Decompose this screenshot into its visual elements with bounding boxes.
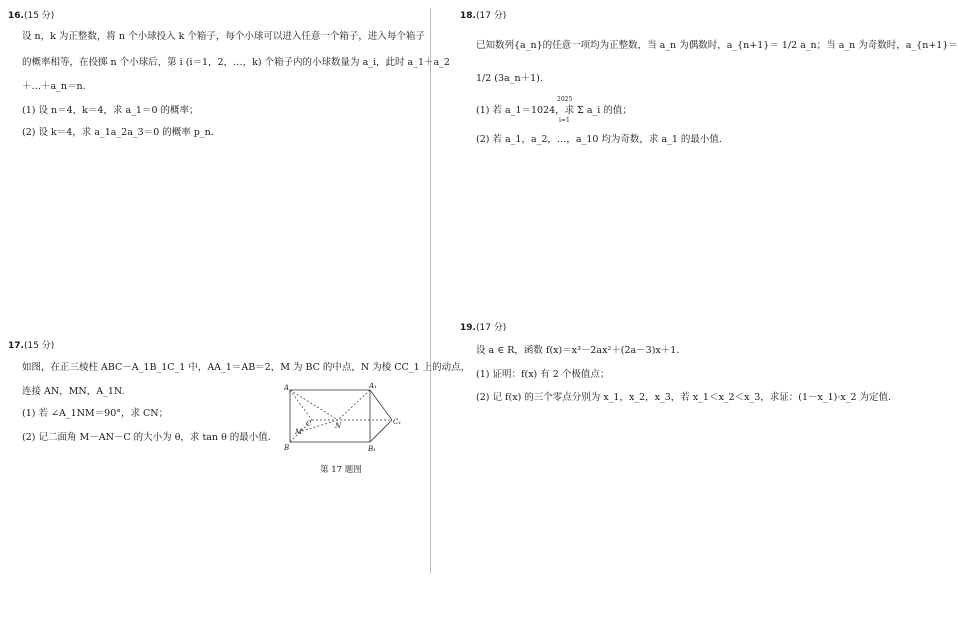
label-C1: C₁	[393, 418, 402, 426]
q19-score: (17 分)	[475, 323, 507, 333]
edge-A1-C1	[370, 390, 392, 420]
sum-lower-limit: i=1	[559, 117, 570, 124]
q17-header	[8, 340, 54, 352]
q18-line2: 1/2 (3a_n＋1).	[476, 73, 543, 84]
q17-part1: (1) 若 ∠A_1NM＝90°，求 CN；	[22, 408, 169, 419]
q18-number: 18.	[460, 11, 476, 21]
q19-line1: 设 a ∈ R，函数 f(x)＝x³－2ax²＋(2a－3)x＋1.	[476, 345, 680, 356]
label-M: M	[295, 428, 303, 436]
column-divider	[430, 8, 431, 573]
q18-score: (17 分)	[475, 11, 507, 21]
q18-part1: (1) 若 a_1＝1024，求 Σ a_i 的值；	[476, 105, 632, 116]
q16-header	[8, 10, 54, 22]
q16-part1: (1) 设 n＝4，k＝4，求 a_1＝0 的概率；	[22, 105, 199, 116]
q16-line1: 设 n，k 为正整数，将 n 个小球投入 k 个箱子，每个小球可以进入任意一个箱子，进入每个箱子	[22, 31, 425, 42]
label-C: C	[306, 420, 312, 428]
q19-number: 19.	[460, 323, 476, 333]
q19-header	[460, 322, 506, 334]
q19-part2: (2) 记 f(x) 的三个零点分别为 x_1，x_2，x_3，若 x_1＜x_2＜x_3，求证：(1－x_1)·x_2 为定值.	[476, 392, 892, 403]
edge-A-C	[290, 390, 312, 420]
q16-line3: ＋…＋a_n＝n.	[22, 81, 86, 92]
edge-B1-C1	[370, 420, 392, 442]
q16-line2: 的概率相等，在投掷 n 个小球后，第 i (i＝1，2，…，k) 个箱子内的小球数量为 a_i，此时 a_1＋a_2	[22, 57, 450, 68]
q17-score: (15 分)	[23, 341, 55, 351]
q17-part2: (2) 记二面角 M－AN－C 的大小为 θ，求 tan θ 的最小值.	[22, 432, 271, 443]
q18-line1: 已知数列{a_n}的任意一项均为正整数，当 a_n 为偶数时，a_{n+1}＝ 1/2 a_n；当 a_n 为奇数时，a_{n+1}＝	[476, 40, 958, 51]
sum-upper-limit: 2025	[557, 96, 573, 103]
q18-part2: (2) 若 a_1，a_2，…，a_10 均为奇数，求 a_1 的最小值.	[476, 134, 722, 145]
q17-line2: 连接 AN，MN，A_1N.	[22, 386, 125, 397]
q17-line1: 如图，在正三棱柱 ABC－A_1B_1C_1 中，AA_1＝AB＝2，M 为 BC 的中点，N 为棱 CC_1 上的动点，	[22, 362, 471, 373]
q16-part2: (2) 设 k＝4，求 a_1a_2a_3＝0 的概率 p_n.	[22, 127, 214, 138]
segment-A1N	[338, 390, 370, 420]
q16-score: (15 分)	[23, 11, 55, 21]
label-B1: B₁	[368, 445, 376, 453]
label-B: B	[284, 444, 290, 452]
figure-caption: 第 17 题图	[320, 465, 362, 475]
label-A: A	[284, 384, 290, 392]
segment-AN	[290, 390, 338, 420]
prism-figure	[282, 384, 402, 456]
q16-number: 16.	[8, 11, 24, 21]
label-A1: A₁	[369, 382, 377, 390]
label-N: N	[335, 422, 342, 430]
q17-number: 17.	[8, 341, 24, 351]
q19-part1: (1) 证明：f(x) 有 2 个极值点；	[476, 369, 610, 380]
q18-header	[460, 10, 506, 22]
